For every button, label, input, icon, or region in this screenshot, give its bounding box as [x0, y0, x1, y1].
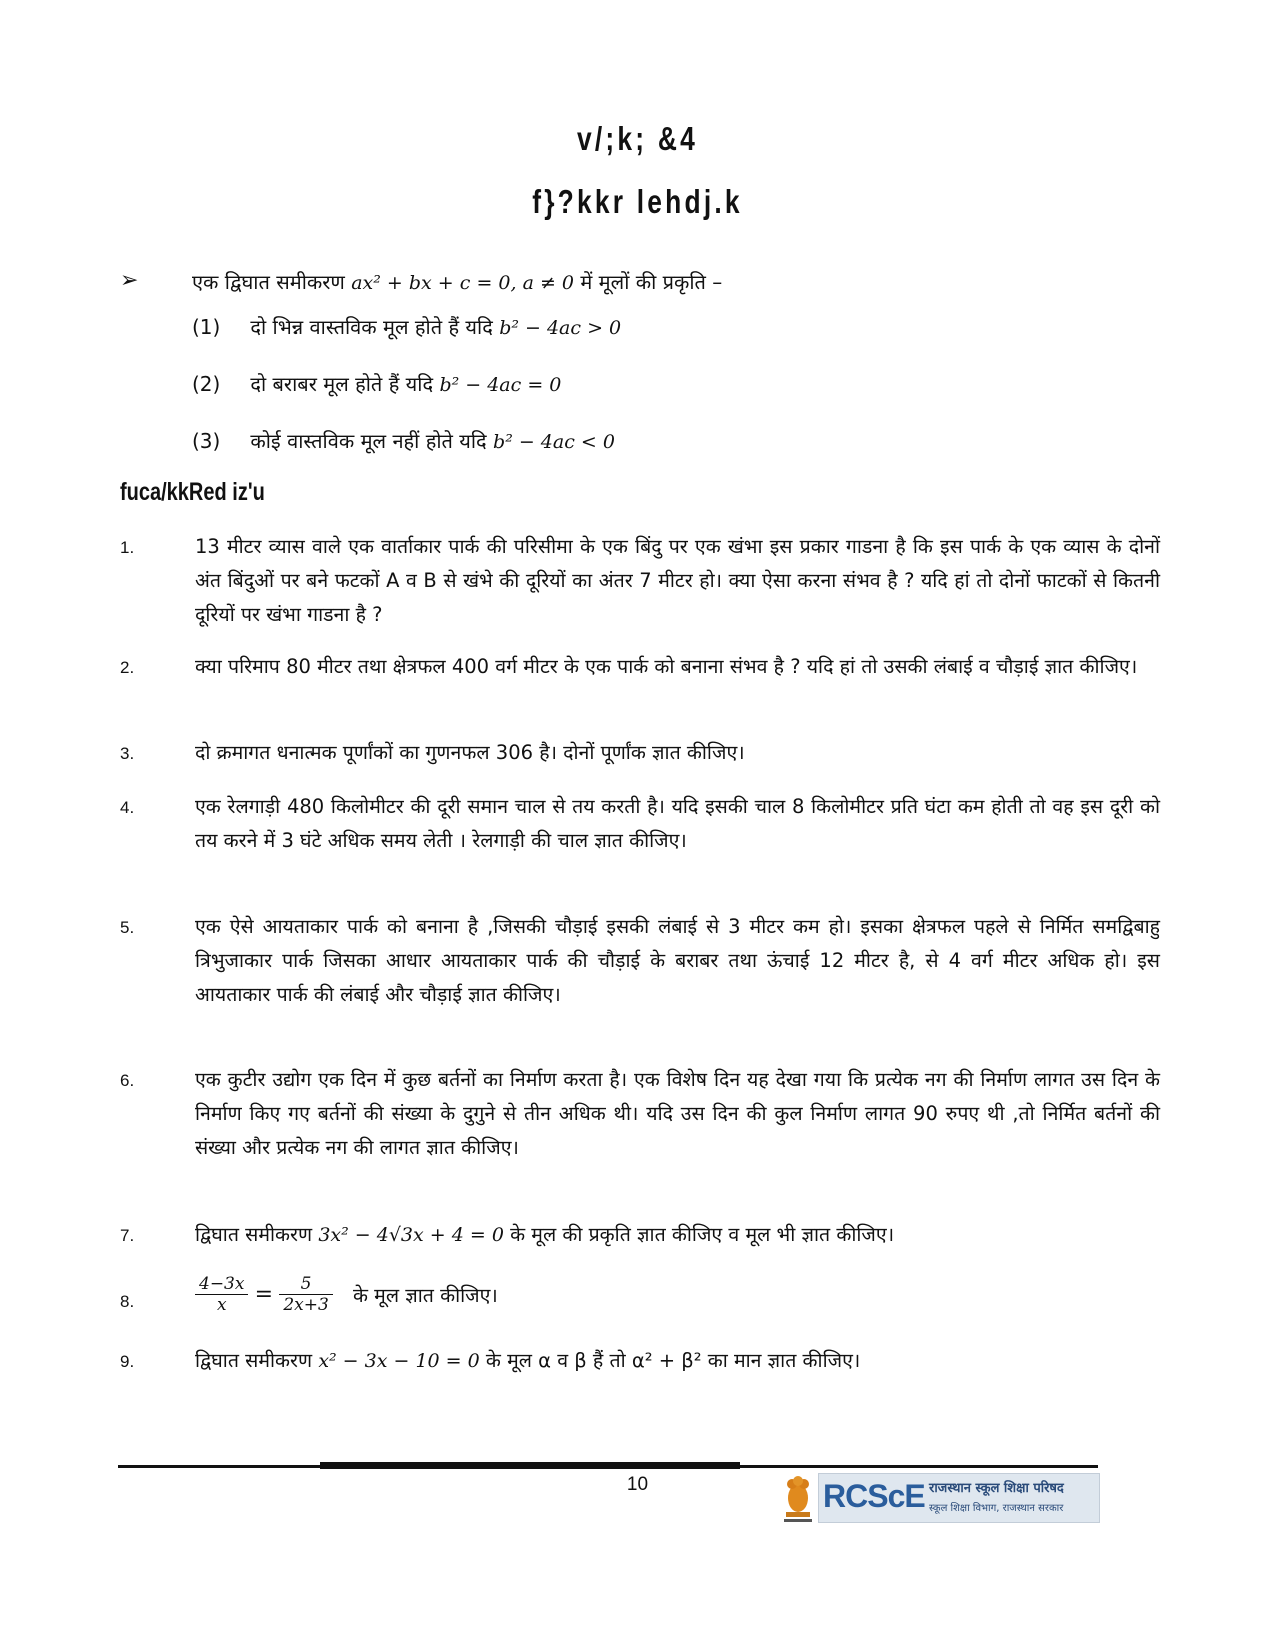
condition-item	[192, 313, 621, 340]
chapter-title: v/;k; &4	[577, 120, 698, 157]
intro-text-after: में मूलों की प्रकृति –	[580, 270, 723, 294]
arrow-bullet-icon: ➢	[120, 268, 139, 293]
question-number: 3.	[120, 744, 135, 763]
fraction-numerator: 4−3x	[195, 1274, 248, 1295]
condition-number: (1)	[192, 315, 221, 339]
question-text: एक ऐसे आयताकार पार्क को बनाना है ,जिसकी चौड़ाई इसकी लंबाई से 3 मीटर कम हो। इसका क्षेत्रफल पहले से निर्मित समद्विबाहु त्रिभुजाकार पार्क जिसका आधार आयताकार पार्क की चौड़ाई के बराबर तथा ऊंचाई 12 मीटर है, से 4 वर्ग मीटर अधिक हो। इस आयताकार पार्क की लंबाई और चौड़ाई ज्ञात कीजिए।	[195, 915, 1160, 1006]
intro-statement	[192, 268, 722, 295]
condition-expression: b² − 4ac > 0	[499, 317, 622, 339]
chapter-subtitle: f}?kkr lehdj.k	[532, 183, 743, 220]
rcsce-logo	[818, 1473, 1100, 1523]
question-text-after: के मूल ज्ञात कीजिए।	[352, 1284, 498, 1307]
question-text: 13 मीटर व्यास वाले एक वार्ताकार पार्क की परिसीमा के एक बिंदु पर एक खंभा इस प्रकार गाडना है कि इस पार्क के एक व्यास के दोनों अंत बिंदुओं पर बने फटकों A व B से खंभे की दूरियों का अंतर 7 मीटर हो। क्या ऐसा करना संभव है ? यदि हां तो दोनों फाटकों से कितनी दूरियों पर खंभा गाडना है ?	[195, 535, 1160, 626]
state-emblem-icon	[780, 1472, 816, 1524]
logo-abbreviation: RCScE	[823, 1478, 925, 1514]
question-text	[195, 1274, 1160, 1315]
rhs-fraction	[279, 1274, 332, 1315]
question-equation: x² − 3x − 10 = 0	[318, 1350, 480, 1372]
question-number: 4.	[120, 798, 135, 817]
intro-text-before: एक द्विघात समीकरण	[192, 270, 345, 294]
question-equation: 3x² − 4√3x + 4 = 0	[318, 1224, 504, 1246]
question-text	[195, 1344, 1160, 1378]
section-heading: fuca/kkRed iz'u	[120, 478, 265, 506]
page-number: 10	[626, 1474, 649, 1495]
condition-number: (2)	[192, 372, 221, 396]
question-text: दो क्रमागत धनात्मक पूर्णांकों का गुणनफल 306 है। दोनों पूर्णांक ज्ञात कीजिए।	[195, 741, 745, 764]
question-text: क्या परिमाप 80 मीटर तथा क्षेत्रफल 400 वर्ग मीटर के एक पार्क को बनाना संभव है ? यदि हां तो उसकी लंबाई व चौड़ाई ज्ञात कीजिए।	[195, 655, 1138, 678]
condition-item	[192, 427, 615, 454]
question-number: 5.	[120, 918, 135, 937]
question-text-after: का मान ज्ञात कीजिए।	[707, 1349, 861, 1372]
question-number: 2.	[120, 658, 135, 677]
condition-expression: b² − 4ac < 0	[493, 431, 615, 453]
logo-org-name: राजस्थान स्कूल शिक्षा परिषद	[929, 1481, 1064, 1496]
question-number: 1.	[120, 538, 135, 557]
condition-text: कोई वास्तविक मूल नहीं होते यदि	[250, 429, 487, 453]
question-text	[195, 1218, 1160, 1252]
fraction-denominator: x	[216, 1295, 227, 1315]
logo-dept-name: स्कूल शिक्षा विभाग, राजस्थान सरकार	[929, 1503, 1064, 1514]
condition-expression: b² − 4ac = 0	[439, 374, 562, 396]
question-text-after: के मूल की प्रकृति ज्ञात कीजिए व मूल भी ज्ञात कीजिए।	[510, 1223, 895, 1246]
question-text-before: द्विघात समीकरण	[195, 1223, 313, 1246]
footer-divider-accent	[320, 1462, 740, 1469]
question-number: 9.	[120, 1352, 135, 1371]
condition-text: दो भिन्न वास्तविक मूल होते हैं यदि	[250, 315, 493, 339]
intro-equation: ax² + bx + c = 0, a ≠ 0	[351, 272, 574, 294]
equals-sign: =	[254, 1282, 274, 1307]
fraction-denominator: 2x+3	[283, 1295, 329, 1315]
question-expression: α² + β²	[631, 1349, 702, 1372]
condition-number: (3)	[192, 429, 221, 453]
condition-item	[192, 370, 561, 397]
condition-text: दो बराबर मूल होते हैं यदि	[250, 372, 434, 396]
question-number: 8.	[120, 1292, 135, 1311]
question-text: एक कुटीर उद्योग एक दिन में कुछ बर्तनों का निर्माण करता है। एक विशेष दिन यह देखा गया कि प्रत्येक नग की निर्माण लागत उस दिन के निर्माण किए गए बर्तनों की संख्या के दुगुने से तीन अधिक थी। यदि उस दिन की कुल निर्माण लागत 90 रुपए थी ,तो निर्मित बर्तनों की संख्या और प्रत्येक नग की लागत ज्ञात कीजिए।	[195, 1068, 1160, 1159]
question-text: एक रेलगाड़ी 480 किलोमीटर की दूरी समान चाल से तय करती है। यदि इसकी चाल 8 किलोमीटर प्रति घंटा कम होती तो वह इस दूरी को तय करने में 3 घंटे अधिक समय लेती । रेलगाड़ी की चाल ज्ञात कीजिए।	[195, 795, 1160, 852]
lhs-fraction	[195, 1274, 248, 1315]
question-text-before: द्विघात समीकरण	[195, 1349, 313, 1372]
question-text-middle: के मूल α व β हैं तो	[485, 1349, 626, 1372]
fraction-numerator: 5	[279, 1274, 332, 1295]
question-number: 7.	[120, 1226, 135, 1245]
question-number: 6.	[120, 1071, 135, 1090]
intro-block	[120, 268, 1160, 468]
